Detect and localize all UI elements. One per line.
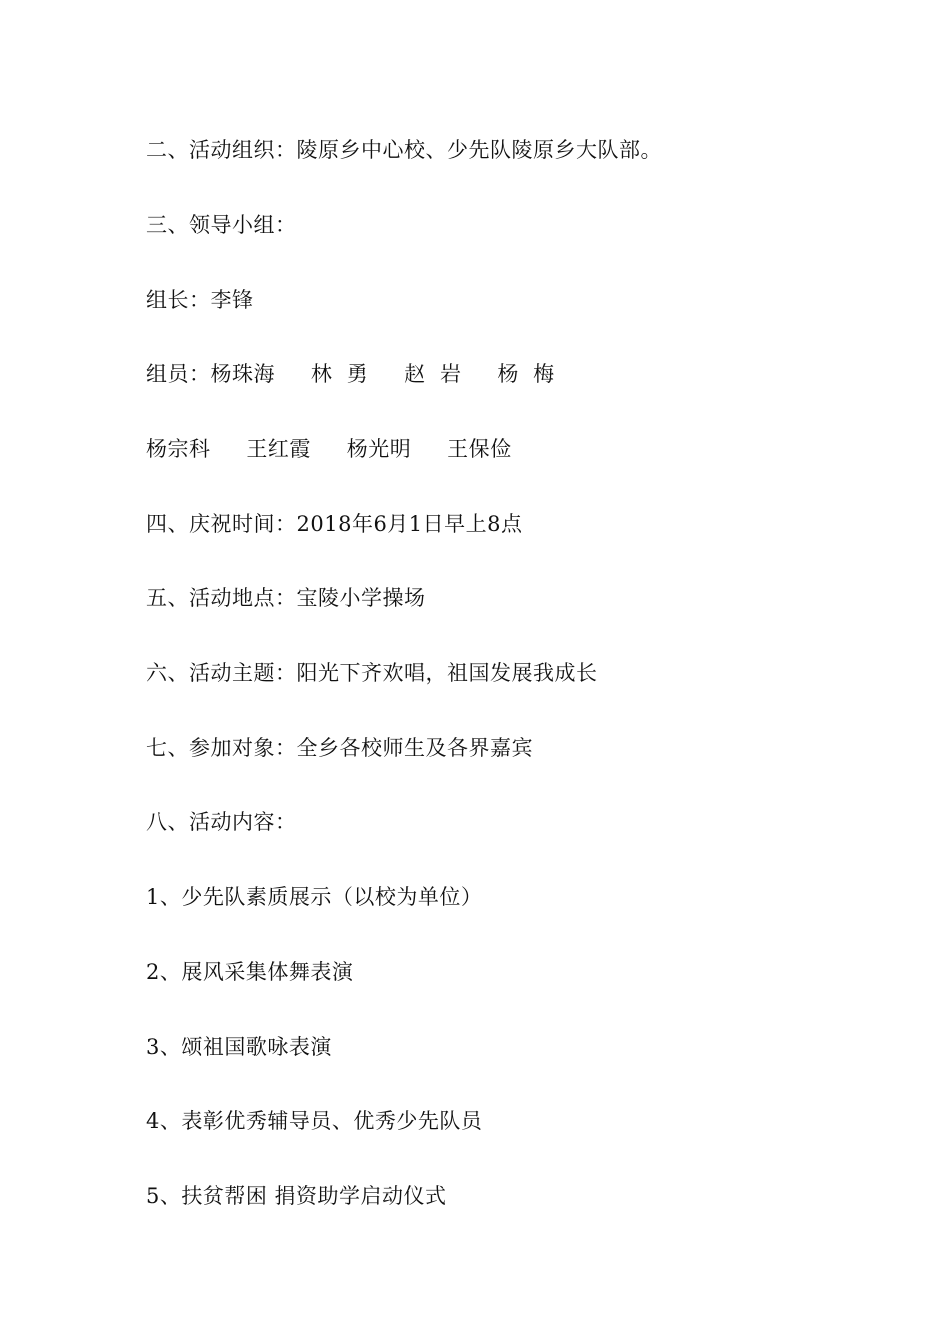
content-item-3: 3、颂祖国歌咏表演 xyxy=(146,1035,332,1059)
group-members-row-1: 组员：杨珠海 林 勇 赵 岩 杨 梅 xyxy=(146,362,555,386)
section-leadership-group: 三、领导小组： xyxy=(146,213,297,237)
section-time: 四、庆祝时间：2018年6月1日早上8点 xyxy=(146,512,523,536)
content-item-4: 4、表彰优秀辅导员、优秀少先队员 xyxy=(146,1109,483,1133)
content-item-1: 1、少先队素质展示（以校为单位） xyxy=(146,885,483,909)
section-location: 五、活动地点：宝陵小学操场 xyxy=(146,586,426,610)
content-item-2: 2、展风采集体舞表演 xyxy=(146,960,354,984)
group-members-row-2: 杨宗科 王红霞 杨光明 王保俭 xyxy=(146,437,512,461)
group-leader: 组长：李锋 xyxy=(146,288,254,312)
section-participants: 七、参加对象：全乡各校师生及各界嘉宾 xyxy=(146,736,533,760)
section-content: 八、活动内容： xyxy=(146,810,297,834)
section-theme: 六、活动主题：阳光下齐欢唱，祖国发展我成长 xyxy=(146,661,598,685)
section-organizer: 二、活动组织：陵原乡中心校、少先队陵原乡大队部。 xyxy=(146,138,662,162)
content-item-5: 5、扶贫帮困 捐资助学启动仪式 xyxy=(146,1184,447,1208)
